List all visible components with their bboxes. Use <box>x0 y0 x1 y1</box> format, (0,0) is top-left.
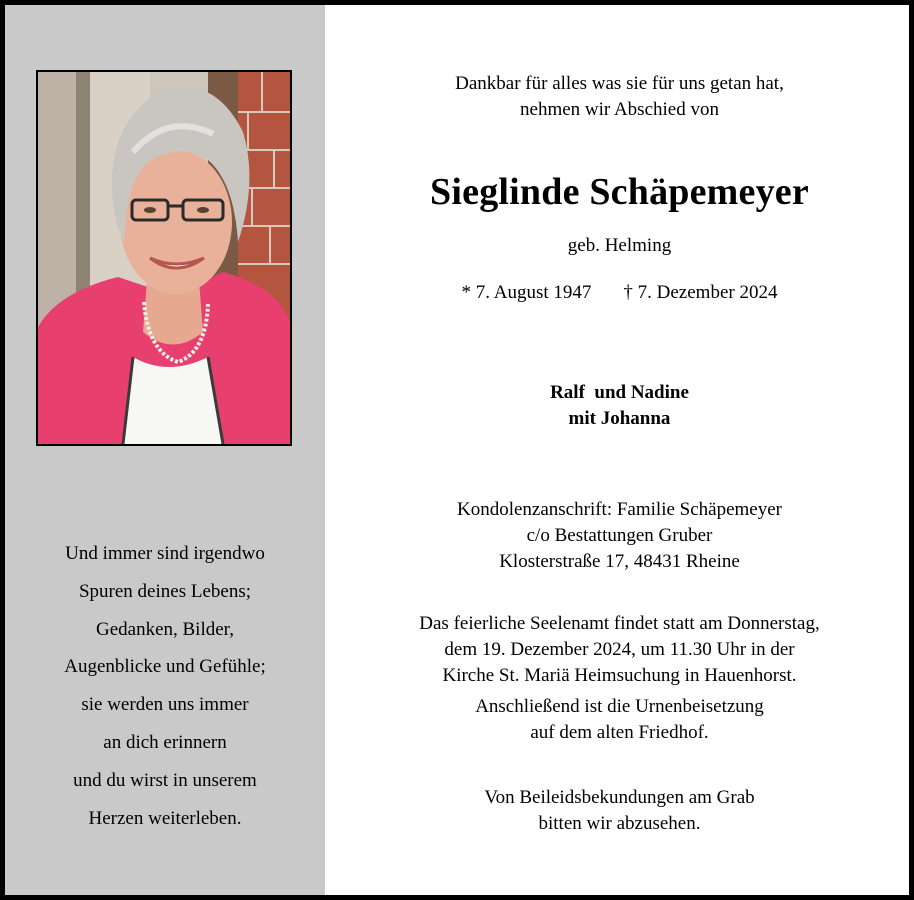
intro-line-1: Dankbar für alles was sie für uns getan hat, <box>455 73 784 94</box>
family-line-2: mit Johanna <box>568 408 671 429</box>
poem-line: Und immer sind irgendwo <box>65 543 265 564</box>
burial-line-2: auf dem alten Friedhof. <box>530 722 709 743</box>
burial-line-1: Anschließend ist die Urnenbeisetzung <box>475 696 764 717</box>
poem-line: Augenblicke und Gefühle; <box>64 656 266 678</box>
birth-date: * 7. August 1947 <box>461 282 592 303</box>
portrait-photo <box>36 70 292 446</box>
poem <box>5 535 325 837</box>
portrait-image <box>38 72 290 444</box>
family-line-1: Ralf und Nadine <box>550 382 689 403</box>
poem-line: Gedanken, Bilder, <box>95 618 234 640</box>
death-date: † 7. Dezember 2024 <box>623 282 778 303</box>
condolence-line-3: Klosterstraße 17, 48431 Rheine <box>499 551 740 572</box>
condolence-address <box>325 497 914 575</box>
intro-line-2: nehmen wir Abschied von <box>520 99 719 120</box>
request-line-1: Von Beileidsbekundungen am Grab <box>484 787 755 808</box>
poem-line: Spuren deines Lebens; <box>78 580 251 602</box>
life-dates <box>325 280 914 306</box>
left-panel <box>5 5 325 895</box>
service-line-1: Das feierliche Seelenamt findet statt am Donnerstag, <box>419 613 820 634</box>
service-line-3: Kirche St. Mariä Heimsuchung in Hauenhorst. <box>442 665 797 686</box>
family-names <box>325 380 914 432</box>
poem-line: Herzen weiterleben. <box>88 807 242 829</box>
poem-line: und du wirst in unserem <box>73 769 257 791</box>
deceased-name: Sieglinde Schäpemeyer <box>430 171 809 213</box>
poem-line: an dich erinnern <box>103 731 227 753</box>
service-info <box>325 611 914 689</box>
service-line-2: dem 19. Dezember 2024, um 11.30 Uhr in der <box>444 639 795 660</box>
main-text-area <box>325 5 914 895</box>
condolence-line-2: c/o Bestattungen Gruber <box>526 525 713 546</box>
request-line-2: bitten wir abzusehen. <box>538 813 701 834</box>
condolence-request <box>325 785 914 837</box>
maiden-name: geb. Helming <box>567 235 672 256</box>
intro-text <box>325 71 914 123</box>
poem-line: sie werden uns immer <box>81 694 249 716</box>
condolence-line-1: Kondolenzanschrift: Familie Schäpemeyer <box>456 499 782 520</box>
burial-info <box>325 694 914 746</box>
